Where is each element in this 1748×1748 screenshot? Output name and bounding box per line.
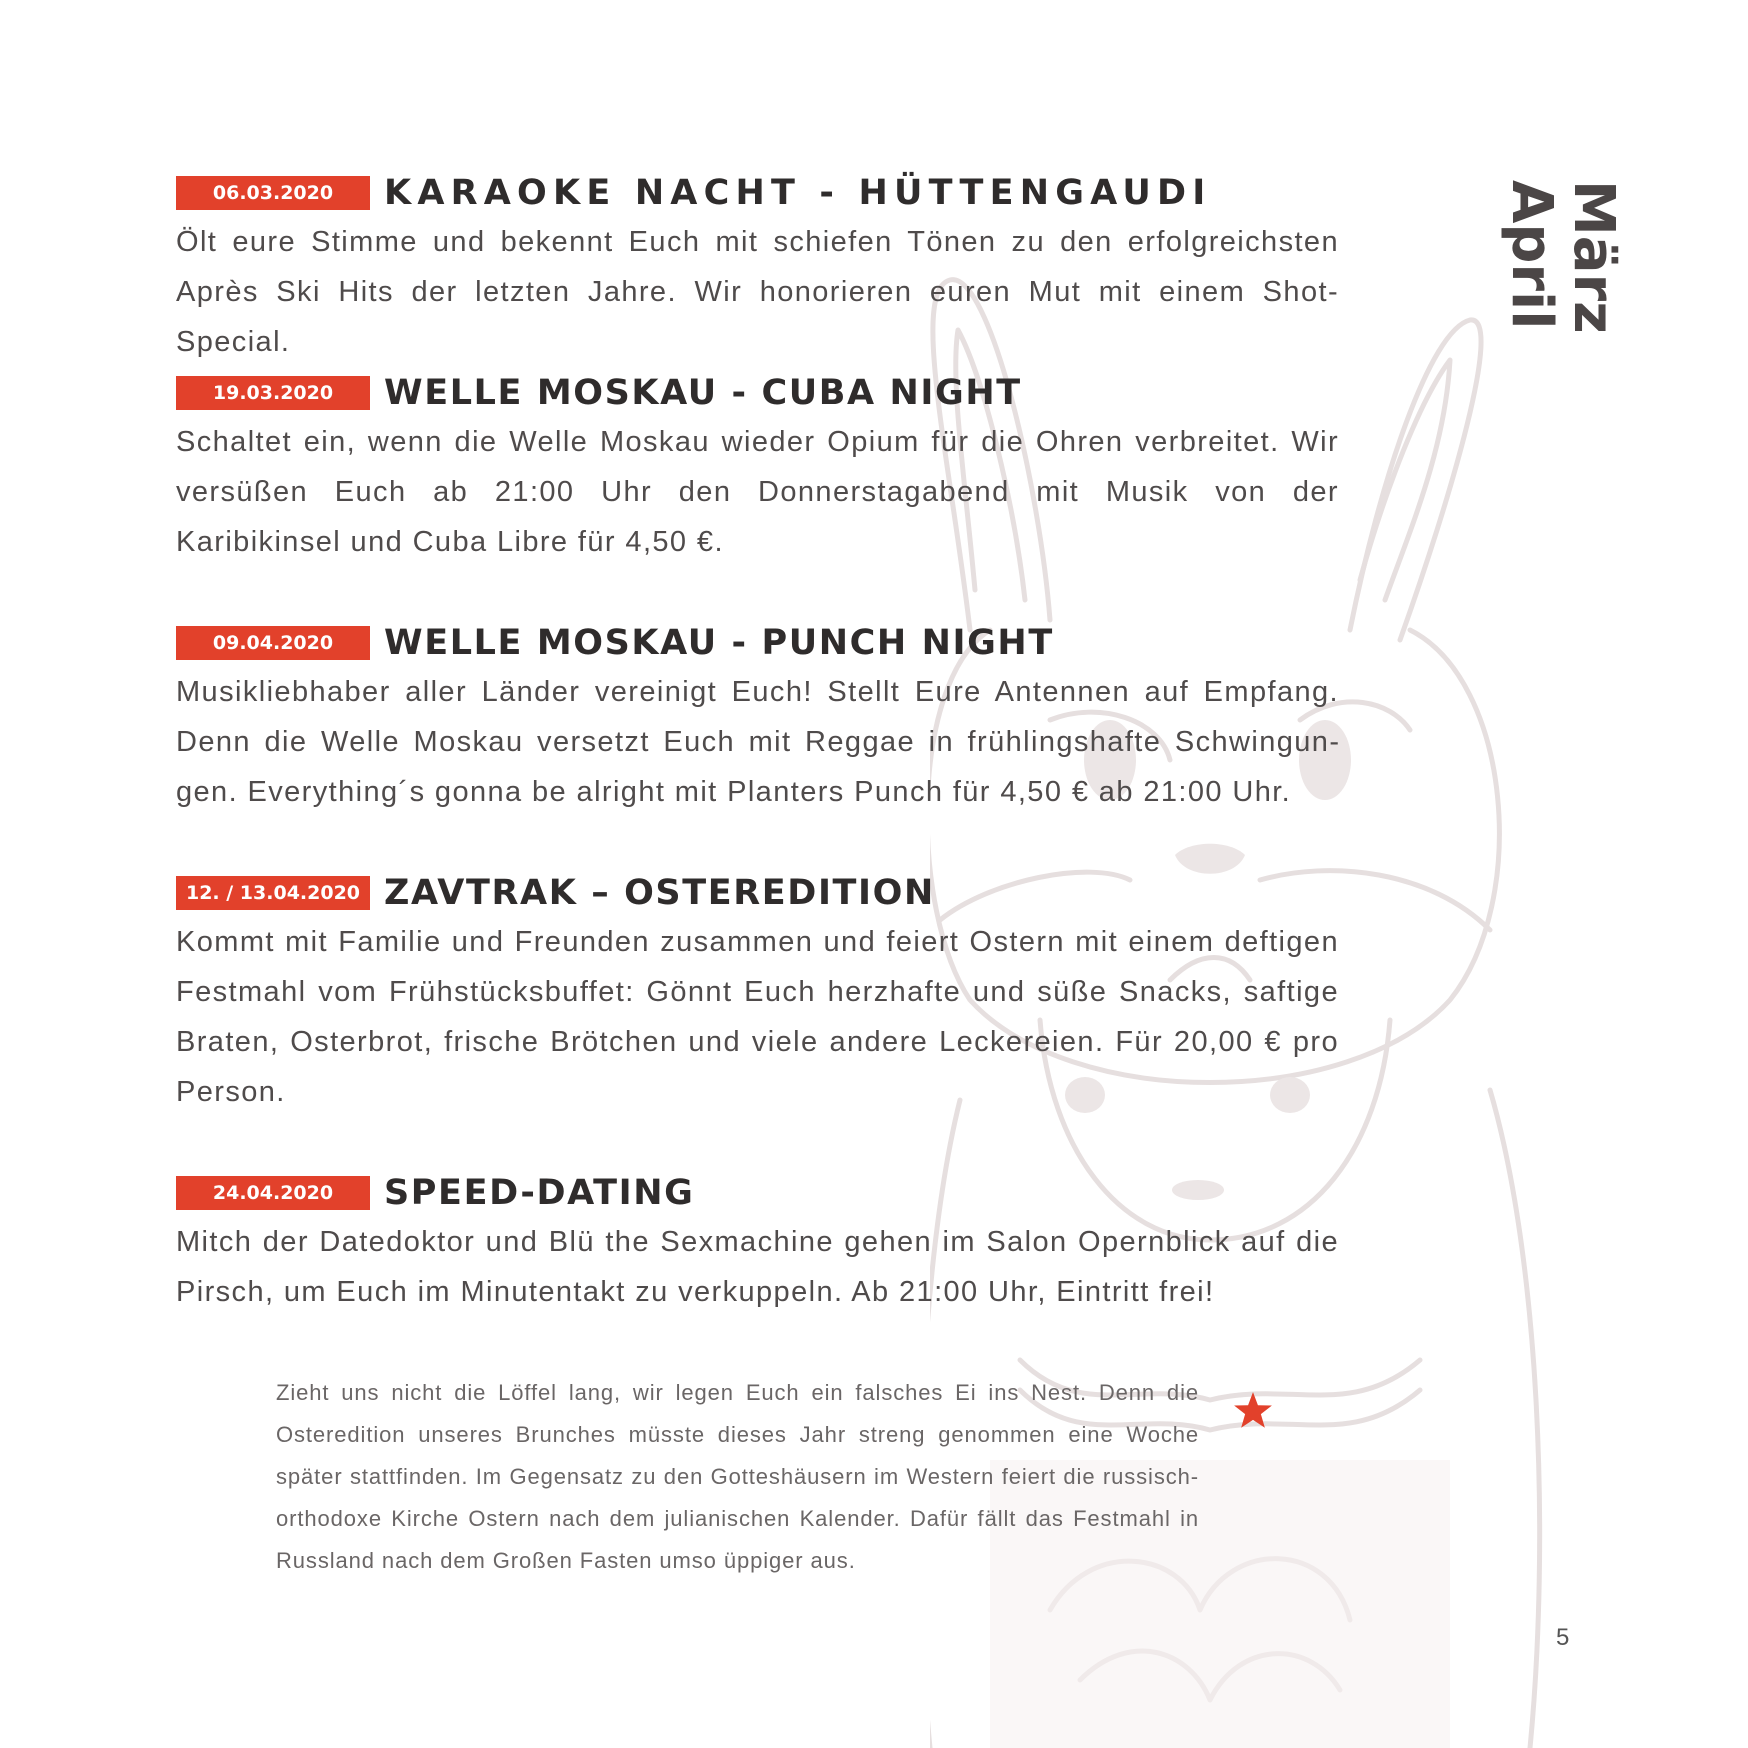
event-item	[176, 1173, 1339, 1317]
event-item	[176, 873, 1339, 1117]
event-item	[176, 623, 1339, 817]
date-badge: 12. / 13.04.2020	[176, 876, 370, 910]
date-badge: 09.04.2020	[176, 626, 370, 660]
event-header	[176, 623, 1339, 663]
date-badge: 06.03.2020	[176, 176, 370, 210]
event-title: WELLE MOSKAU - CUBA NIGHT	[384, 373, 1022, 413]
month-second: April	[1499, 180, 1564, 330]
event-header	[176, 373, 1339, 413]
event-description: Ölt eure Stimme und bekennt Euch mit schiefen Tönen zu den erfolgreichsten Après Ski Hits der letzten Jahre. Wir honorieren euren Mut mit einem Shot-Special.	[176, 226, 1339, 358]
event-header	[176, 873, 1339, 913]
star-icon	[1232, 1390, 1274, 1432]
date-badge: 19.03.2020	[176, 376, 370, 410]
event-item	[176, 373, 1339, 567]
event-title: SPEED-DATING	[384, 1173, 695, 1213]
easter-note: Zieht uns nicht die Löffel lang, wir legen Euch ein falsches Ei ins Nest. Denn die Osteredition unseres Brunches müsste dieses Jahr streng genommen eine Woche später stattfinden. Im Gegensatz zu den Gotteshäusern im Western feiert die russisch-orthodoxe Kirche Ostern nach dem julianischen Kalender. Dafür fällt das Festmahl in Russland nach dem Großen Fasten umso üppiger aus.	[276, 1380, 1199, 1573]
event-description: Schaltet ein, wenn die Welle Moskau wieder Opium für die Ohren verbreitet. Wir versüßen Euch ab 21:00 Uhr den Donnerstagabend mit Musik von der Karibikinsel und Cuba Libre für 4,50 €.	[176, 426, 1339, 558]
event-header	[176, 1173, 1339, 1213]
event-title: KARAOKE NACHT - HÜTTENGAUDI	[384, 173, 1212, 213]
event-item	[176, 173, 1339, 367]
page-number: 5	[1556, 1624, 1570, 1651]
month-label	[1500, 180, 1630, 350]
event-description: Kommt mit Familie und Freunden zusammen und feiert Ostern mit einem deftigen Festmahl vom Frühstücksbuffet: Gönnt Euch herzhafte und süße Snacks, saftige Braten, Osterbrot, frische Brötchen und viele andere Leckereien. Für 20,00 € pro Person.	[176, 926, 1339, 1108]
event-title: WELLE MOSKAU - PUNCH NIGHT	[384, 623, 1054, 663]
event-header	[176, 173, 1339, 213]
event-description: Mitch der Datedoktor und Blü the Sexmachine gehen im Salon Opernblick auf die Pirsch, um Euch im Minutentakt zu verkuppeln. Ab 21:00 Uhr, Eintritt frei!	[176, 1226, 1339, 1308]
event-title: ZAVTRAK – OSTEREDITION	[384, 873, 935, 913]
month-first: März	[1561, 180, 1626, 334]
event-description: Musikliebhaber aller Länder vereinigt Euch! Stellt Eure Antennen auf Empfang. Denn die Welle Moskau versetzt Euch mit Reggae in frühlingshafte Schwingungen. Everything´s gonna be alright mit Planters Punch für 4,50 € ab 21:00 Uhr.	[176, 676, 1339, 808]
date-badge: 24.04.2020	[176, 1176, 370, 1210]
